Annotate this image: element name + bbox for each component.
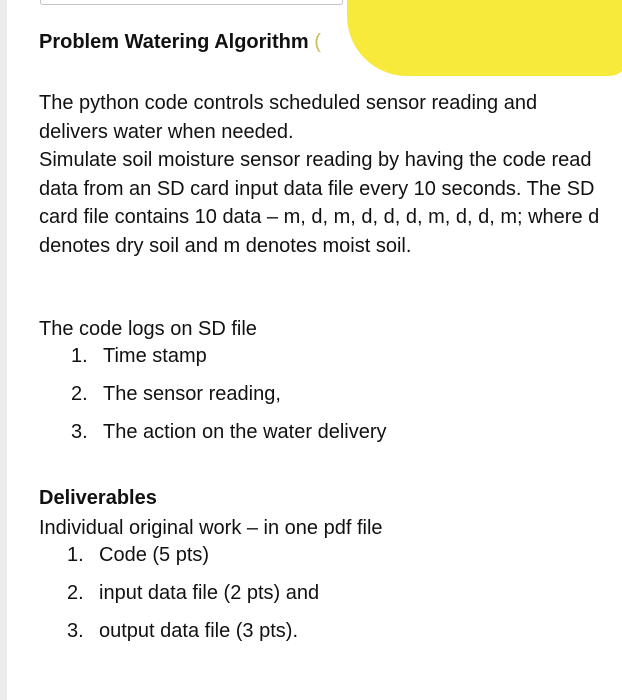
list-item-number: 2. [71, 383, 88, 405]
list-item-number: 1. [71, 345, 88, 367]
list-item-text: Code (5 pts) [99, 544, 210, 566]
logs-heading: The code logs on SD file [39, 318, 257, 340]
deliverables-heading: Deliverables [39, 487, 157, 509]
description-line-2: Simulate soil moisture sensor reading by having the code read data from an SD card input data file every 10 seconds. The SD card file contains 10 data – m, d, m, d, d, d, m, d, d, m; where d denotes dry soil and m denotes moist soil. [39, 149, 600, 257]
deliverables-subheading: Individual original work – in one pdf file [39, 517, 383, 539]
list-item-text: output data file (3 pts). [99, 620, 299, 642]
list-item-number: 2. [67, 582, 84, 604]
title-open-paren: ( [314, 31, 321, 53]
list-item-text: Time stamp [103, 345, 207, 367]
list-item-number: 1. [67, 544, 84, 566]
list-item-text: The action on the water delivery [103, 421, 387, 443]
top-input-box-edge [40, 0, 343, 5]
document-page [7, 0, 622, 700]
list-item-number: 3. [67, 620, 84, 642]
problem-title-text: Problem Watering Algorithm [39, 31, 309, 53]
list-item-text: The sensor reading, [103, 383, 281, 405]
list-item-number: 3. [71, 421, 88, 443]
description-line-1: The python code controls scheduled sensor reading and delivers water when needed. [39, 92, 538, 143]
list-item-text: input data file (2 pts) and [99, 582, 320, 604]
problem-title [39, 31, 321, 54]
yellow-highlight-mark [347, 0, 622, 76]
problem-description [39, 89, 609, 260]
